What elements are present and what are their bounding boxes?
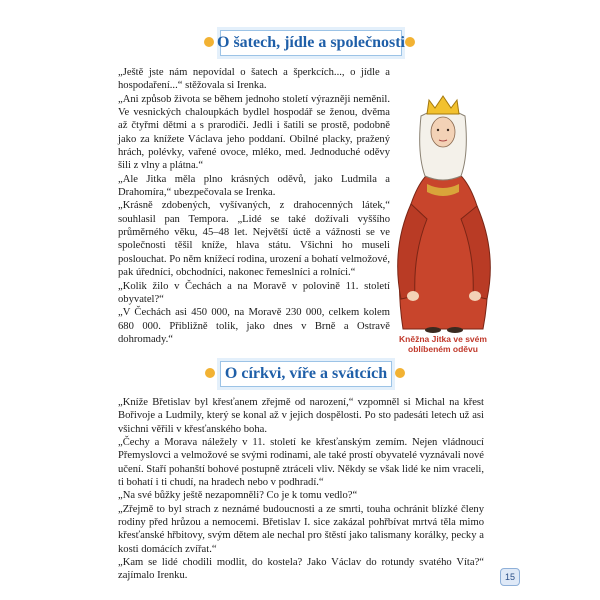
section1-text — [118, 66, 390, 346]
paragraph: „Kam se lidé chodili modlit, do kostela? Jako Václav do rotundy svatého Víta?“ zajímalo Irenku. — [118, 557, 484, 582]
paragraph: „Kníže Břetislav byl křesťanem zřejmě od narození,“ vzpomněl si Michal na křest Bořivoje a Ludmily, který se konal až v jejich dospělosti. Po sto padesáti letech už asi všichni věřili v křesťanského boha. — [118, 397, 484, 435]
ornament-left — [205, 368, 215, 378]
paragraph: „Ani způsob života se během jednoho století výrazněji neměnil. Ve vesnických chaloupkách bydlel hospodář se ženou, dvěma až čtyřmi dětmi a s prarodiči. Jedli i šatili se prostě, podobně jako za knížete Václava jeho poddaní. Obilné placky, pražený hrách, polévky, vařené ovoce, mléko, med. Jednoduché oděvy šili z vlny a plátna.“ — [118, 93, 390, 172]
paragraph: „Na své bůžky ještě nezapomněli? Co je k tomu vedlo?“ — [118, 490, 358, 502]
princess-jitka-illustration — [383, 84, 503, 334]
paragraph: „Ještě jste nám nepovídal o šatech a šperkcích..., o jídle a hospodaření...“ stěžovala si Irenka. — [118, 67, 390, 92]
section-title: O šatech, jídle a společnosti — [217, 34, 405, 51]
section-heading-church — [220, 361, 392, 387]
paragraph: „Kolik žilo v Čechách a na Moravě v polovině 11. století obyvatel?“ — [118, 280, 390, 305]
page-number: 15 — [500, 568, 520, 586]
section-title: O církvi, víře a svátcích — [224, 365, 388, 382]
illustration-caption: Kněžna Jitka ve svém oblíbeném oděvu — [399, 334, 487, 354]
paragraph: „Čechy a Morava náležely v 11. století ke křesťanským zemím. Nejen vládnoucí Přemyslovci a velmožové se svými rodinami, ale také prostí obyvatelé vyznávali nové učení. Staří pohanští bohové postupně ztráceli vliv. Někdy se však lidé ke nim vraceli, ti bohatí i ti chudí, na hradech nebo v podhradí.“ — [118, 437, 484, 489]
ornament-right — [405, 37, 415, 47]
paragraph: „Zřejmě to byl strach z neznámé budoucnosti a ze smrti, touha ochránit blízké členy rodiny před hrůzou a nemocemi. Břetislav I. sice zakázal pohřbívat mrtvá těla mimo křesťanské hřbitovy, svým dětem ale nechal pro štěstí jako talismany korálky, pecky a kosti domácích zvířat.“ — [118, 503, 484, 555]
ornament-left — [204, 37, 214, 47]
paragraph: „Krásně zdobených, vyšívaných, z drahocenných látek,“ souhlasil pan Tempora. „Lidé se také dožívali vyššího průměrného věku, 45–48 let. Největší úctě a vážnosti se ve společnosti těšil kníže, hlava státu. Všichni ho museli poslouchat. Po něm knížecí rodina, urození a bohatí velmožové, pak úředníci, obchodníci, nakonec řemeslníci a rolníci.“ — [118, 200, 390, 279]
section-heading-clothing — [217, 30, 405, 56]
paragraph: „V Čechách asi 450 000, na Moravě 230 000, celkem kolem 680 000. Přibližně tolik, jako dnes v Brně a Ostravě dohromady.“ — [118, 307, 390, 345]
section2-text — [118, 396, 484, 583]
ornament-right — [395, 368, 405, 378]
paragraph: „Ale Jitka měla plno krásných oděvů, jako Ludmila a Drahomíra,“ ubezpečovala se Irenka. — [118, 173, 390, 199]
